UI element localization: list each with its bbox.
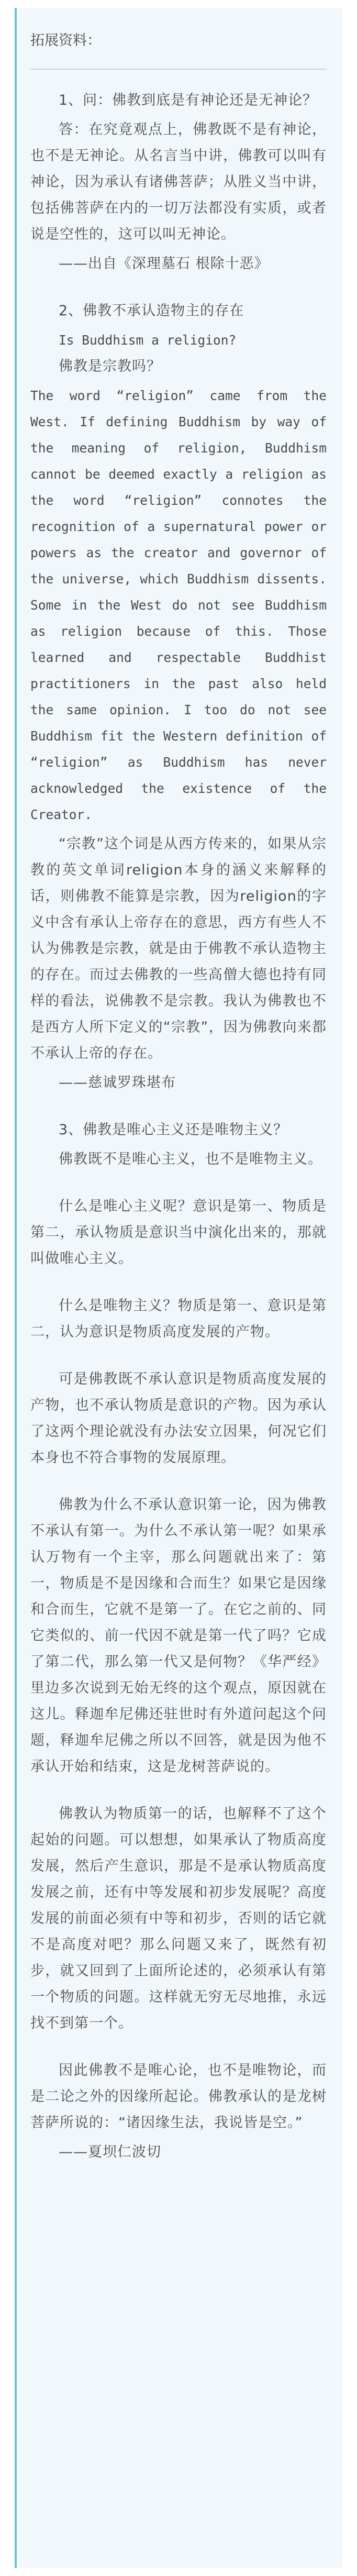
s1-answer: 答：在究竟观点上，佛教既不是有神论，也不是无神论。从名言当中讲，佛教可以叫有神论，因为承认有诸佛菩萨；从胜义当中讲，包括佛菩萨在内的一切万法都没有实质，或者说是空性的，这可以叫无神论。 [30,121,327,242]
s3-p1: 佛教既不是唯心主义，也不是唯物主义。 [59,1151,322,1167]
s3-p7: 因此佛教不是唯心论，也不是唯物论，而是二论之外的因缘所起论。佛教承认的是龙树菩萨所说的：“诸因缘生法，我说皆是空。” [30,2062,327,2131]
s3-p4: 可是佛教既不承认意识是物质高度发展的产物，也不承认物质是意识的产物。因为承认了这两个理论就没有办法安立因果，何况它们本身也不符合事物的发展原理。 [30,1371,327,1466]
extended-info-card [15,8,342,2568]
s3-p3: 什么是唯物主义？物质是第一、意识是第二，认为意识是物质高度发展的产物。 [30,1298,327,1340]
s2-title: 2、佛教不承认造物主的存在 [59,303,244,319]
s3-p2: 什么是唯心主义呢？意识是第一、物质是第二，承认物质是意识当中演化出来的，那就叫做唯心主义。 [30,1198,327,1267]
s3-source: ——夏坝仁波切 [59,2144,161,2160]
section-2 [30,298,327,1096]
section-1 [30,87,327,277]
s3-p5: 佛教为什么不承认意识第一论，因为佛教不承认有第一。为什么不承认第一呢？如果承认万物有一个主宰，那么问题就出来了：第一，物质是不是因缘和合而生？如果它是因缘和合而生，它就不是第一了。在它之前的、同它类似的、前一代因不就是第一代了吗？它成了第二代，那么第一代又是何物？《华严经》里边多次说到无始无终的这个观点，原因就在这儿。释迦牟尼佛还驻世时有外道问起这个问题，释迦牟尼佛之所以不回答，就是因为他不承认开始和结束，这是龙树菩萨说的。 [30,1497,327,1775]
card-heading: 拓展资料： [30,32,101,49]
s2-cn-title: 佛教是宗教吗？ [59,358,161,374]
s3-title: 3、佛教是唯心主义还是唯物主义？ [59,1122,288,1138]
s1-source: ——出自《深理墓石 根除十恶》 [59,256,269,272]
s2-cn-body: “宗教”这个词是从西方传来的，如果从宗教的英文单词religion本身的涵义来解释的话，则佛教不能算是宗教，因为religion的字义中含有承认上帝存在的意思，西方有些人不认为佛教是宗教，就是由于佛教不承认造物主的存在。而过去佛教的一些高僧大德也持有同样的看法，说佛教不是宗教。我认为佛教也不是西方人所下定义的“宗教”，因为佛教向来都不承认上帝的存在。 [30,836,327,1062]
s3-p6: 佛教认为物质第一的话，也解释不了这个起始的问题。可以想想，如果承认了物质高度发展，然后产生意识，那是不是承认物质高度发展之前，还有中等发展和初步发展呢？高度发展的前面必须有中等和初步，否则的话它就不是高度对吧？那么问题又来了，既然有初步，就又回到了上面所论述的，必须承认有第一个物质的问题。这样就无穷无尽地推，永远找不到第一个。 [30,1806,327,2031]
section-3 [30,1117,327,2165]
heading-divider [30,69,327,70]
s1-question: 1、问：佛教到底是有神论还是无神论？ [59,92,318,108]
s2-source: ——慈诚罗珠堪布 [59,1075,176,1091]
s2-en-body: The word “religion” came from the West. If defining Buddhism by way of the meaning of religion, Buddhism cannot be deemed exactly a religion as the word “religion” connotes the recognition of a supernatural power or powers as the creator and governor of the universe, which Buddhism dissents. Some in the West do not see Buddhism as religion because of this. Those learned and respectable Buddhist practitioners in the past also held the same opinion. I too do not see Buddhism fit the Western definition of “religion” as Buddhism has never acknowledged the existence of the Creator. [30,388,327,822]
s2-en-title: Is Buddhism a religion? [59,333,237,348]
